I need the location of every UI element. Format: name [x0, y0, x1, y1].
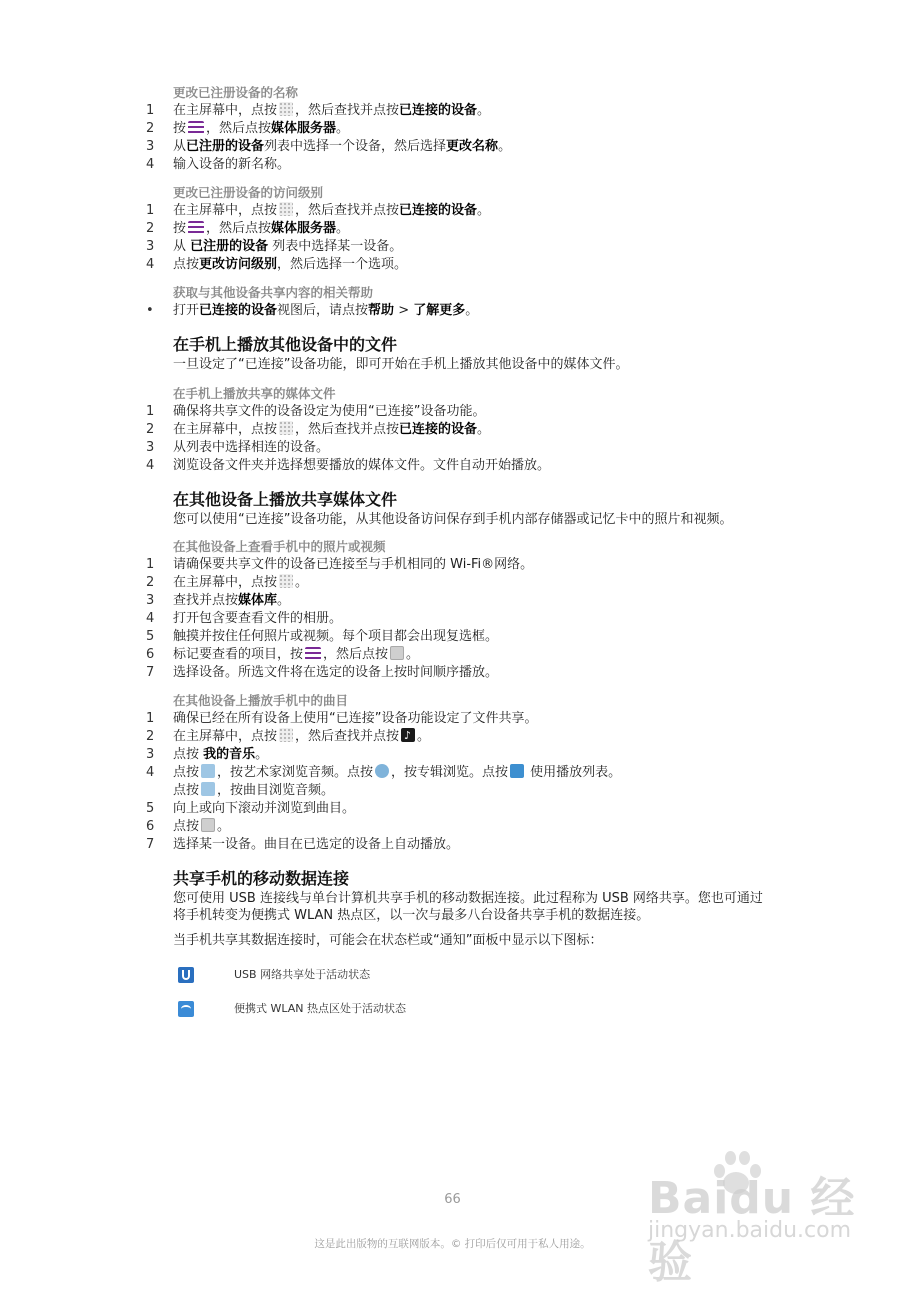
paragraph: 当手机共享其数据连接时，可能会在状态栏或“通知”面板中显示以下图标：	[173, 933, 603, 948]
heading-play-on-phone: 在手机上播放其他设备中的文件	[173, 335, 398, 354]
app-grid-icon	[279, 102, 293, 116]
list-item: 4 浏览设备文件夹并选择想要播放的媒体文件。文件自动开始播放。	[146, 458, 551, 473]
list-item: 6 点按 。	[146, 819, 231, 834]
paragraph: 您可以使用“已连接”设备功能，从其他设备访问保存到手机内部存储器或记忆卡中的照片和视频。	[173, 512, 733, 527]
heading-play-on-other: 在其他设备上播放共享媒体文件	[173, 490, 398, 509]
music-app-icon	[401, 728, 415, 742]
list-item: 4 点按更改访问级别，然后选择一个选项。	[146, 257, 408, 272]
list-item: 7 选择设备。所选文件将在选定的设备上按时间顺序播放。	[146, 665, 499, 680]
heading-share-data: 共享手机的移动数据连接	[173, 869, 350, 888]
wlan-hotspot-icon	[178, 1001, 194, 1017]
list-item: 3 点按 我的音乐。	[146, 747, 269, 762]
bullet-icon: •	[146, 303, 154, 318]
subheading-play-shared: 在手机上播放共享的媒体文件	[173, 386, 336, 401]
playlist-icon	[510, 764, 524, 778]
share-icon	[390, 646, 404, 660]
list-item: 5 触摸并按住任何照片或视频。每个项目都会出现复选框。	[146, 629, 499, 644]
list-item: 3 从已注册的设备列表中选择一个设备，然后选择更改名称。	[146, 139, 512, 154]
list-item: 3 查找并点按媒体库。	[146, 593, 291, 608]
list-item: 2 按 ，然后点按媒体服务器。	[146, 121, 350, 136]
steps-access-level	[146, 202, 766, 274]
list-item: 4 输入设备的新名称。	[146, 157, 291, 172]
list-item: 4 打开包含要查看文件的相册。	[146, 611, 343, 626]
album-icon	[375, 764, 389, 778]
app-grid-icon	[279, 202, 293, 216]
paragraph: 一旦设定了“已连接”设备功能，即可开始在手机上播放其他设备中的媒体文件。	[173, 357, 629, 372]
footer-note: 这是此出版物的互联网版本。© 打印后仅可用于私人用途。	[314, 1238, 591, 1250]
menu-icon	[188, 121, 204, 134]
list-item: 3 从 已注册的设备 列表中选择某一设备。	[146, 239, 403, 254]
menu-icon	[188, 221, 204, 234]
list-item: 7 选择某一设备。曲目在已选定的设备上自动播放。	[146, 837, 460, 852]
list-item: 1 在主屏幕中，点按 ，然后查找并点按已连接的设备。	[146, 103, 491, 118]
menu-icon	[305, 647, 321, 660]
list-item: 3 从列表中选择相连的设备。	[146, 440, 330, 455]
list-item: 1 在主屏幕中，点按 ，然后查找并点按已连接的设备。	[146, 203, 491, 218]
steps-rename-device	[146, 102, 766, 174]
subheading-rename-device: 更改已注册设备的名称	[173, 85, 299, 100]
status-icon-row: USB 网络共享处于活动状态	[146, 963, 766, 997]
list-item: 4 点按 ，按艺术家浏览音频。点按 ，按专辑浏览。点按 使用播放列表。 点按 ，按曲目浏览音频。	[146, 765, 622, 798]
app-grid-icon	[279, 728, 293, 742]
list-item: • 打开已连接的设备视图后，请点按帮助 > 了解更多。	[146, 303, 479, 318]
list-item: 1 请确保要共享文件的设备已连接至与手机相同的 Wi-Fi®网络。	[146, 557, 534, 572]
app-grid-icon	[279, 421, 293, 435]
baidu-watermark: Baidu 经验 jingyan.baidu.com	[640, 1150, 890, 1260]
app-grid-icon	[279, 574, 293, 588]
list-item: 2 在主屏幕中，点按 ，然后查找并点按已连接的设备。	[146, 422, 491, 437]
list-item: 2 按 ，然后点按媒体服务器。	[146, 221, 350, 236]
usb-tether-icon	[178, 967, 194, 983]
list-item: 1 确保将共享文件的设备设定为使用“已连接”设备功能。	[146, 404, 486, 419]
subheading-play-tracks: 在其他设备上播放手机中的曲目	[173, 693, 349, 708]
steps-view-photos	[146, 556, 766, 682]
list-item: 5 向上或向下滚动并浏览到曲目。	[146, 801, 356, 816]
list-item: 1 确保已经在所有设备上使用“已连接”设备功能设定了文件共享。	[146, 711, 538, 726]
track-icon	[201, 782, 215, 796]
subheading-view-photos: 在其他设备上查看手机中的照片或视频	[173, 539, 386, 554]
page-content	[146, 84, 766, 1031]
subheading-access-level: 更改已注册设备的访问级别	[173, 185, 324, 200]
subheading-help: 获取与其他设备共享内容的相关帮助	[173, 285, 374, 300]
bullet-help	[146, 302, 766, 320]
artist-icon	[201, 764, 215, 778]
list-item: 2 在主屏幕中，点按 。	[146, 575, 309, 590]
share-icon	[201, 818, 215, 832]
list-item: 6 标记要查看的项目，按 ，然后点按 。	[146, 647, 420, 662]
page-number: 66	[444, 1192, 461, 1207]
steps-play-tracks	[146, 710, 766, 854]
status-icon-row: 便携式 WLAN 热点区处于活动状态	[146, 997, 766, 1031]
steps-play-shared	[146, 403, 766, 475]
paragraph: 您可使用 USB 连接线与单台计算机共享手机的移动数据连接。此过程称为 USB 网络共享。您也可通过将手机转变为便携式 WLAN 热点区，以一次与最多八台设备共享手机的数据连接。	[173, 891, 763, 923]
list-item: 2 在主屏幕中，点按 ，然后查找并点按♪ 。	[146, 728, 766, 746]
